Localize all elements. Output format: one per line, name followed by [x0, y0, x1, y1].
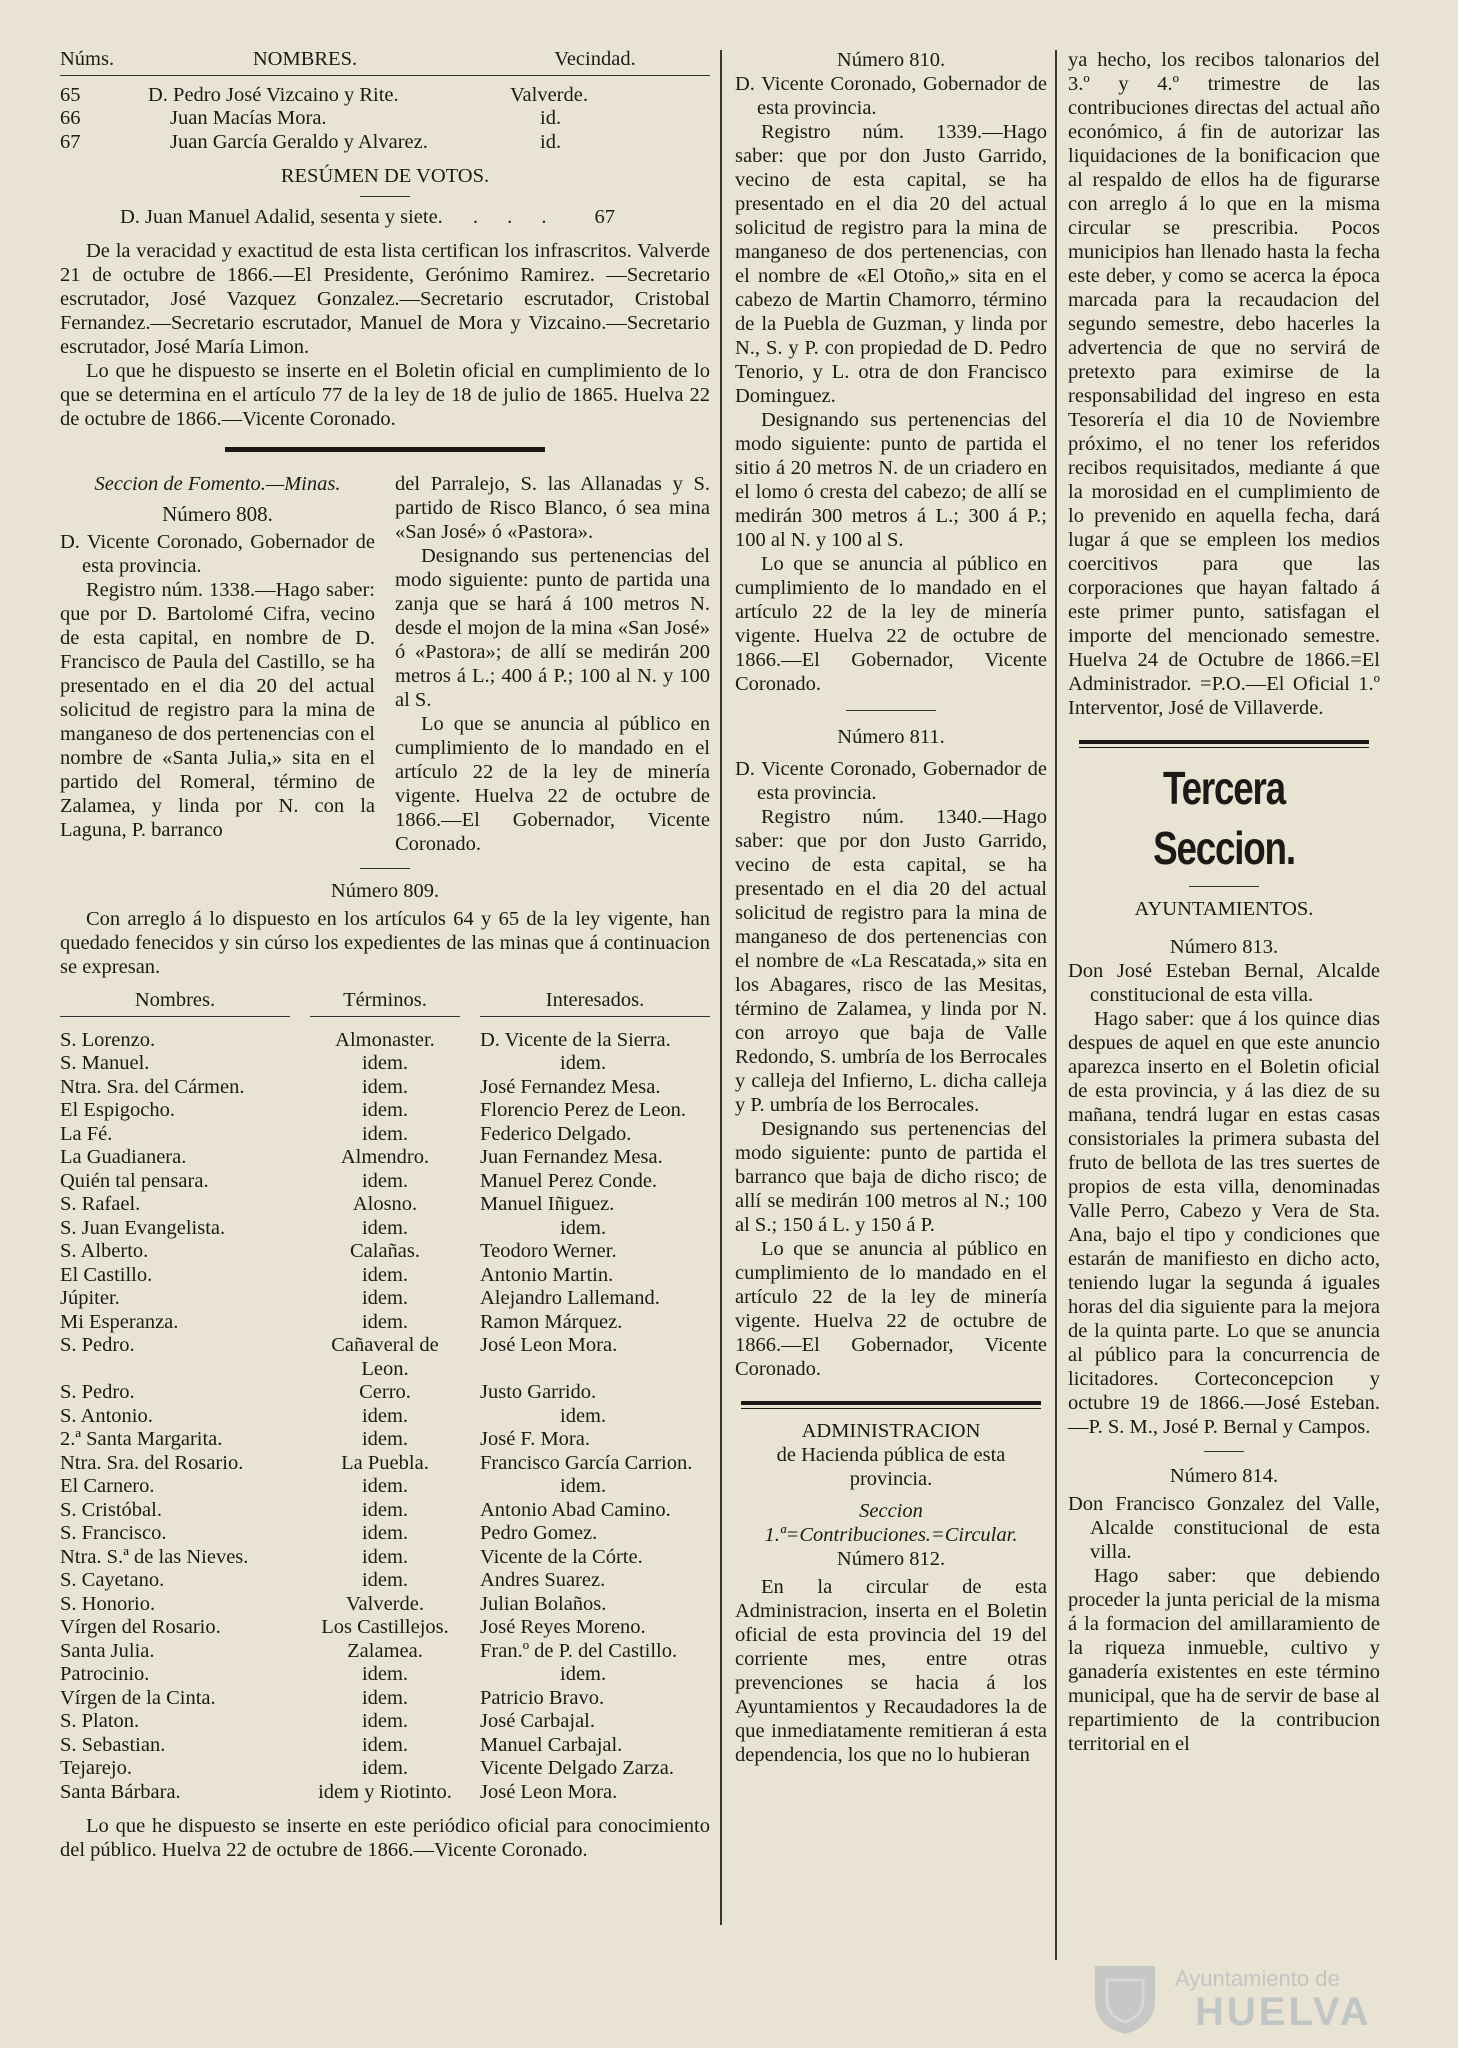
mine-termino: idem. — [361, 1404, 409, 1427]
admin-subtitle: de Hacienda pública de esta provincia. — [776, 1444, 1006, 1490]
mine-termino: idem. — [361, 1545, 409, 1568]
resumen-line — [60, 205, 710, 229]
notice-governor: D. Vicente Coronado, Gobernador de esta provincia. — [735, 758, 1047, 804]
mine-termino: idem y Riotinto. — [318, 1780, 452, 1803]
mine-termino: Los Castillejos. — [321, 1616, 449, 1638]
mine-termino: idem. — [361, 1216, 409, 1239]
mine-name: El Castillo. — [60, 1263, 153, 1286]
mine-interesado: Patricio Bravo. — [480, 1686, 605, 1709]
mine-name: S. Honorio. — [60, 1592, 156, 1615]
voter-num: 65 — [60, 83, 81, 106]
table-row — [60, 1076, 710, 1100]
notice-announcement: Lo que se anuncia al público en cumplimiento de lo mandado en el artículo 22 de la ley de minería vigente. Huelva 22 de octubre de 1866.—El Gobernador, Vicente Coronado. — [735, 1238, 1047, 1380]
column-divider-right — [1055, 50, 1057, 1960]
resumen-candidate: D. Juan Manuel Adalid, sesenta y siete. — [120, 206, 443, 228]
voter-vecindad: id. — [540, 107, 562, 129]
mine-name: S. Cristóbal. — [60, 1498, 162, 1521]
table-row — [60, 1710, 710, 1734]
mine-interesado: Antonio Martin. — [480, 1263, 614, 1286]
publish-paragraph: Lo que he dispuesto se inserte en el Boletin oficial en cumplimiento de lo que se determina en el artículo 77 de la ley de 18 de julio de 1865. Huelva 22 de octubre de 1866.—Vicente Coronado. — [60, 360, 710, 430]
section-rule — [741, 1401, 1041, 1409]
resumen-title: RESÚMEN DE VOTOS. — [280, 165, 490, 187]
notice-number: Número 809. — [330, 880, 440, 902]
mine-termino: idem. — [361, 1475, 409, 1497]
mine-termino: Almendro. — [340, 1146, 430, 1168]
notice-number: Número 811. — [837, 726, 945, 748]
mine-name: S. Sebastian. — [60, 1733, 166, 1756]
mine-name: S. Cayetano. — [60, 1569, 165, 1591]
voter-name: Juan García Geraldo y Alvarez. — [170, 130, 428, 153]
mine-name: S. Alberto. — [60, 1240, 149, 1262]
table-row — [60, 1593, 710, 1617]
mine-interesado: Pedro Gomez. — [480, 1522, 598, 1544]
voter-num: 66 — [60, 107, 81, 129]
column-middle — [735, 48, 1047, 1767]
mine-interesado: Justo Garrido. — [480, 1381, 597, 1403]
divider — [1189, 886, 1259, 887]
table-row — [60, 1475, 710, 1499]
notice-814-head: Don Francisco Gonzalez del Valle, Alcalde constitucional de esta villa. — [1068, 1493, 1380, 1563]
mine-name: S. Pedro. — [60, 1381, 135, 1403]
mine-termino: idem. — [361, 1428, 409, 1450]
notice-body-part2: del Parralejo, S. las Allanadas y S. partido de Risco Blanco, ó sea mina «San José» ó «Pastora». — [395, 473, 710, 543]
table-row — [60, 1217, 710, 1241]
table-row — [60, 1781, 710, 1805]
voter-num: 67 — [60, 130, 81, 153]
mine-name: S. Francisco. — [60, 1522, 167, 1544]
mine-interesado: Ramon Márquez. — [480, 1310, 623, 1333]
mine-termino: Almonaster. — [335, 1028, 435, 1051]
notice-813-body: Hago saber: que á los quince dias despues de aquel en que este anuncio aparezca inserto en el Boletin oficial de esta provincia, y á las diez de su mañana, tendrá lugar en estas casas consistoriales la primera subasta del fruto de bellota de las tres suertes de propios de esta villa, denominadas Valle Perro, Cabezo y Vera de Sta. Ana, bajo el tipo y condiciones que estarán de manifiesto en dicho acto, teniendo lugar la segunda á iguales horas del dia siguiente para la mejora de la quinta parte. Lo que se anuncia al público para la concurrencia de licitadores. Corteconcepcion y octubre 19 de 1866.—José Esteban.—P. S. M., José P. Bernal y Campos. — [1068, 1008, 1380, 1438]
table-row — [60, 1170, 710, 1194]
notice-body-part1: Registro núm. 1338.—Hago saber: que por D. Bartolomé Cifra, vecino de esta capital, en nombre de D. Francisco de Paula del Castillo, se ha presentado en el dia 20 del actual solicitud de registro para la mina de manganeso de dos pertenencias con el nombre de «Santa Julia,» sita en el partido del Romeral, término de Zalamea, y linda por N. con la Laguna, P. barranco — [60, 579, 375, 841]
mine-name: Ntra. Sra. del Rosario. — [60, 1451, 244, 1474]
mine-name: 2.ª Santa Margarita. — [60, 1428, 223, 1450]
notice-designation: Designando sus pertenencias del modo siguiente: punto de partida una zanja que se hará á 100 metros N. desde el mojon de la mina «San José» ó «Pastora»; de allí se medirán 200 metros á L.; 400 á P.; 100 al N. y 100 al S. — [395, 545, 710, 711]
voter-vecindad: id. — [540, 130, 562, 153]
mine-termino: idem. — [361, 1710, 409, 1732]
table-row — [60, 1146, 710, 1170]
voter-name: Juan Macías Mora. — [170, 107, 327, 129]
section-rule — [1079, 740, 1369, 748]
mine-name: Santa Bárbara. — [60, 1780, 181, 1803]
table-row — [60, 131, 710, 155]
certification-paragraph: De la veracidad y exactitud de esta lista certifican los infrascritos. Valverde 21 de octubre de 1866.—El Presidente, Gerónimo Ramirez. —Secretario escrutador, José Vazquez Gonzalez.—Secretario escrutador, Cristobal Fernandez.—Secretario escrutador, Manuel de Mora y Vizcaino.—Secretario escrutador, José María Limon. — [60, 240, 710, 358]
notice-number: Número 814. — [1169, 1465, 1279, 1487]
mine-termino: Calañas. — [349, 1240, 421, 1262]
mine-interesado: idem. — [560, 1475, 607, 1497]
table-row — [60, 1616, 710, 1640]
table-row — [60, 1381, 710, 1405]
mine-name: Patrocinio. — [60, 1663, 150, 1685]
admin-section: Seccion 1.ª=Contribuciones.=Circular. — [764, 1500, 1018, 1546]
resumen-dots: . . . — [472, 206, 559, 228]
watermark-title: HUELVA — [1195, 1990, 1372, 2034]
mine-interesado: Manuel Perez Conde. — [480, 1169, 658, 1192]
mine-termino: idem. — [361, 1569, 409, 1591]
mine-interesado: Teodoro Werner. — [480, 1240, 617, 1262]
ayuntamientos-heading: AYUNTAMIENTOS. — [1134, 898, 1314, 920]
table-row — [60, 1052, 710, 1076]
notice-809-intro: Con arreglo á lo dispuesto en los artículos 64 y 65 de la ley vigente, han quedado fenecidos y sin cúrso los expedientes de las minas que á continuacion se expresan. — [60, 908, 710, 978]
mine-name: S. Manuel. — [60, 1052, 150, 1074]
mine-interesado: Alejandro Lallemand. — [480, 1287, 660, 1309]
mine-name: El Carnero. — [60, 1475, 155, 1497]
table-row — [60, 1757, 710, 1781]
voter-vecindad: Valverde. — [510, 83, 588, 106]
section-rule — [225, 447, 545, 452]
mine-interesado: Francisco García Carrion. — [480, 1451, 693, 1474]
column-left — [60, 48, 710, 1862]
mine-interesado: Juan Fernandez Mesa. — [480, 1146, 663, 1168]
column-right — [1068, 48, 1380, 1756]
notice-designation: Designando sus pertenencias del modo siguiente: punto de partida el sitio á 20 metros N. de un criadero en el lomo ó cresta del cabezo; de allí se medirán 300 metros á L.; 300 á P.; 100 al N. y 100 al S. — [735, 409, 1047, 551]
mine-termino: idem. — [361, 1663, 409, 1685]
mine-termino: idem. — [361, 1169, 409, 1192]
mine-interesado: José Carbajal. — [480, 1710, 595, 1732]
mine-termino: idem. — [361, 1075, 409, 1098]
header-nombres: Nombres. — [60, 989, 290, 1016]
admin-circular-continued: ya hecho, los recibos talonarios del 3.º y 4.º trimestre de las contribuciones directas del actual año económico, á fin de autorizar las liquidaciones de la bonificacion que al respaldo de ellos ha de figurarse con arreglo á lo que en la misma circular se prescribia. Pocos municipios han llenado hasta la fecha este deber, y como se acerca la época marcada para la recaudacion del segundo semestre, debo hacerles la advertencia de que no servirá de pretexto para eximirse de la responsabilidad del ingreso en esta Tesorería el dia 10 de Noviembre próximo, el no tener los referidos recibos requisitados, mediante á que la morosidad en el cumplimiento de lo prevenido en aquella fecha, dará lugar á que se empleen los medios coercitivos para que las corporaciones que hayan faltado á este primer punto, satisfagan el importe del mencionado semestre. Huelva 24 de Octubre de 1866.=El Administrador. =P.O.—El Oficial 1.º Interventor, José de Villaverde. — [1068, 49, 1380, 719]
section-title: Seccion de Fomento.—Minas. — [94, 473, 341, 495]
mine-interesado: Federico Delgado. — [480, 1122, 632, 1145]
mine-name: Mi Esperanza. — [60, 1310, 179, 1333]
mine-interesado: José F. Mora. — [480, 1428, 590, 1450]
voter-list-table — [60, 48, 710, 154]
mine-interesado: Andres Suarez. — [480, 1569, 606, 1591]
mine-interesado: José Leon Mora. — [480, 1334, 618, 1356]
mine-termino: Cerro. — [359, 1381, 411, 1403]
table-row — [60, 1193, 710, 1217]
table-row — [60, 1029, 710, 1053]
mine-name: Vírgen de la Cinta. — [60, 1686, 216, 1709]
mine-name: Ntra. Sra. del Cármen. — [60, 1075, 245, 1098]
mine-termino: idem. — [361, 1733, 409, 1756]
mine-termino: idem. — [361, 1310, 409, 1333]
mine-name: S. Rafael. — [60, 1193, 141, 1215]
mine-name: Júpiter. — [60, 1287, 120, 1309]
mine-termino: idem. — [361, 1522, 409, 1544]
table-row — [60, 1734, 710, 1758]
table-row — [60, 1123, 710, 1147]
mine-termino: Zalamea. — [347, 1639, 423, 1662]
mine-name: S. Lorenzo. — [60, 1028, 156, 1051]
mine-termino: idem. — [361, 1287, 409, 1309]
notice-808 — [60, 472, 710, 856]
notice-809-outro: Lo que he dispuesto se inserte en este periódico oficial para conocimiento del público. Huelva 22 de octubre de 1866.—Vicente Coronado. — [60, 1815, 710, 1861]
mine-termino: idem. — [361, 1122, 409, 1145]
table-row — [60, 1452, 710, 1476]
notice-number: Número 808. — [162, 502, 273, 526]
admin-title: ADMINISTRACION — [801, 1420, 981, 1442]
mine-interesado: Antonio Abad Camino. — [480, 1498, 671, 1521]
table-row — [60, 1287, 710, 1311]
mine-termino: Valverde. — [346, 1592, 424, 1615]
mine-name: La Fé. — [60, 1122, 113, 1145]
notice-governor: D. Vicente Coronado, Gobernador de esta provincia. — [60, 531, 375, 577]
mine-interesado: Vicente de la Córte. — [480, 1545, 643, 1568]
mine-termino: La Puebla. — [341, 1451, 429, 1474]
header-terminos: Términos. — [310, 989, 460, 1016]
mine-termino: idem. — [361, 1498, 409, 1521]
mine-termino: Alosno. — [352, 1193, 418, 1215]
table-row — [60, 84, 710, 108]
admin-circular-body: En la circular de esta Administracion, inserta en el Boletin oficial de esta provincia del 19 del corriente mes, entre otras prevenciones se hacia á los Ayuntamientos y Recaudadores la de que inmediatamente remitieran á esta dependencia, los que no lo hubieran — [735, 1576, 1047, 1766]
divider — [360, 868, 410, 869]
mine-name: Ntra. S.ª de las Nieves. — [60, 1545, 249, 1568]
header-vecindad: Vecindad. — [480, 48, 710, 75]
mine-interesado: José Leon Mora. — [480, 1780, 618, 1803]
notice-808-right — [395, 472, 710, 856]
city-shield-icon — [1085, 1960, 1165, 2038]
mine-name: Quién tal pensara. — [60, 1169, 209, 1192]
mine-name: La Guadianera. — [60, 1146, 187, 1168]
mine-name: El Espigocho. — [60, 1099, 176, 1121]
mine-interesado: Vicente Delgado Zarza. — [480, 1757, 674, 1779]
voter-name: D. Pedro José Vizcaino y Rite. — [148, 83, 399, 106]
divider — [1204, 1451, 1244, 1452]
mine-termino: idem. — [361, 1263, 409, 1286]
table-row — [60, 1499, 710, 1523]
mine-interesado: Manuel Iñiguez. — [480, 1193, 615, 1215]
notice-number: Número 812. — [836, 1548, 946, 1570]
mine-name: S. Pedro. — [60, 1334, 135, 1356]
watermark-logo — [1065, 1960, 1375, 2040]
table-row — [60, 1428, 710, 1452]
table-row — [60, 1405, 710, 1429]
divider — [360, 196, 410, 197]
mine-name: Santa Julia. — [60, 1639, 155, 1662]
mine-interesado: idem. — [560, 1052, 607, 1074]
table-row — [60, 1546, 710, 1570]
mines-table — [60, 989, 710, 1804]
mine-interesado: Florencio Perez de Leon. — [480, 1099, 687, 1121]
table-row — [60, 1663, 710, 1687]
table-row — [60, 1640, 710, 1664]
mine-name: Tejarejo. — [60, 1757, 132, 1779]
notice-announcement: Lo que se anuncia al público en cumplimiento de lo mandado en el artículo 22 de la ley de minería vigente. Huelva 22 de octubre de 1866.—El Gobernador, Vicente Coronado. — [735, 553, 1047, 695]
mine-name: S. Juan Evangelista. — [60, 1216, 226, 1239]
mine-interesado: D. Vicente de la Sierra. — [480, 1028, 671, 1051]
table-row — [60, 1099, 710, 1123]
mine-interesado: idem. — [560, 1216, 607, 1239]
header-nums: Núms. — [60, 48, 130, 75]
mine-name: Vírgen del Rosario. — [60, 1616, 221, 1638]
table-row — [60, 107, 710, 131]
mine-interesado: idem. — [560, 1663, 607, 1685]
notice-814-body: Hago saber: que debiendo proceder la junta pericial de la misma á la formacion del amillaramiento de la riqueza inmueble, cultivo y ganadería existentes en este término municipal, que ha de servir de base al repartimiento de la contribucion territorial en el — [1068, 1565, 1380, 1755]
mine-termino: idem. — [361, 1052, 409, 1074]
mine-interesado: Julian Bolaños. — [480, 1592, 607, 1615]
notice-number: Número 813. — [1169, 936, 1279, 958]
column-divider-left — [720, 50, 722, 1925]
notice-813-head: Don José Esteban Bernal, Alcalde constitucional de esta villa. — [1068, 960, 1380, 1006]
notice-body: Registro núm. 1339.—Hago saber: que por don Justo Garrido, vecino de esta capital, se ha presentado en el dia 20 del actual solicitud de registro para la mina de manganeso de dos pertenencias, con el nombre de «El Otoño,» sita en el cabezo de Martin Chamorro, término de la Puebla de Guzman, y linda por N., S. y P. con propiedad de D. Pedro Tenorio, y L. otra de don Francisco Dominguez. — [735, 121, 1047, 407]
header-nombres: NOMBRES. — [130, 48, 480, 75]
notice-number: Número 810. — [836, 49, 946, 71]
notice-808-left — [60, 472, 375, 856]
mine-interesado: Fran.º de P. del Castillo. — [480, 1639, 678, 1662]
mine-interesado: José Reyes Moreno. — [480, 1616, 646, 1638]
resumen-count: 67 — [594, 206, 615, 228]
mine-interesado: idem. — [560, 1404, 607, 1427]
table-row — [60, 1522, 710, 1546]
table-row — [60, 1687, 710, 1711]
table-row — [60, 1311, 710, 1335]
mine-interesado: Manuel Carbajal. — [480, 1733, 623, 1756]
table-row — [60, 1264, 710, 1288]
mine-termino: idem. — [361, 1099, 409, 1121]
mine-termino: idem. — [361, 1757, 409, 1779]
table-row — [60, 1334, 710, 1381]
mine-termino: idem. — [361, 1686, 409, 1709]
notice-governor: D. Vicente Coronado, Gobernador de esta provincia. — [735, 73, 1047, 119]
notice-announcement: Lo que se anuncia al público en cumplimiento de lo mandado en el artículo 22 de la ley de minería vigente. Huelva 22 de octubre de 1866.—El Gobernador, Vicente Coronado. — [395, 713, 710, 855]
tercera-seccion-heading: Tercera Seccion. — [1153, 762, 1295, 874]
notice-body: Registro núm. 1340.—Hago saber: que por don Justo Garrido, vecino de esta capital, se ha presentado en el dia 20 del actual solicitud de registro para la mina de manganeso de dos pertenencias con el nombre de «La Rescatada,» sita en los Abagares, risco de las Mesitas, término de Zalamea, y linda por N. con arroyo que baja de Valle Redondo, S. umbría de los Berrocales y calleja del Infierno, L. dicha calleja y P. umbría de los Berrocales. — [735, 806, 1047, 1116]
mine-termino: Cañaveral de Leon. — [331, 1334, 439, 1380]
header-interesados: Interesados. — [480, 989, 710, 1016]
mine-name: S. Antonio. — [60, 1404, 153, 1427]
notice-designation: Designando sus pertenencias del modo siguiente: punto de partida el barranco que baja de dicho risco; de allí se medirán 100 metros al N.; 100 al S.; 150 á L. y 150 á P. — [735, 1118, 1047, 1236]
mine-interesado: José Fernandez Mesa. — [480, 1075, 661, 1098]
divider — [846, 710, 936, 711]
watermark-text: Ayuntamiento de — [1175, 1966, 1340, 1991]
mine-name: S. Platon. — [60, 1710, 140, 1732]
table-row — [60, 1569, 710, 1593]
table-row — [60, 1240, 710, 1264]
